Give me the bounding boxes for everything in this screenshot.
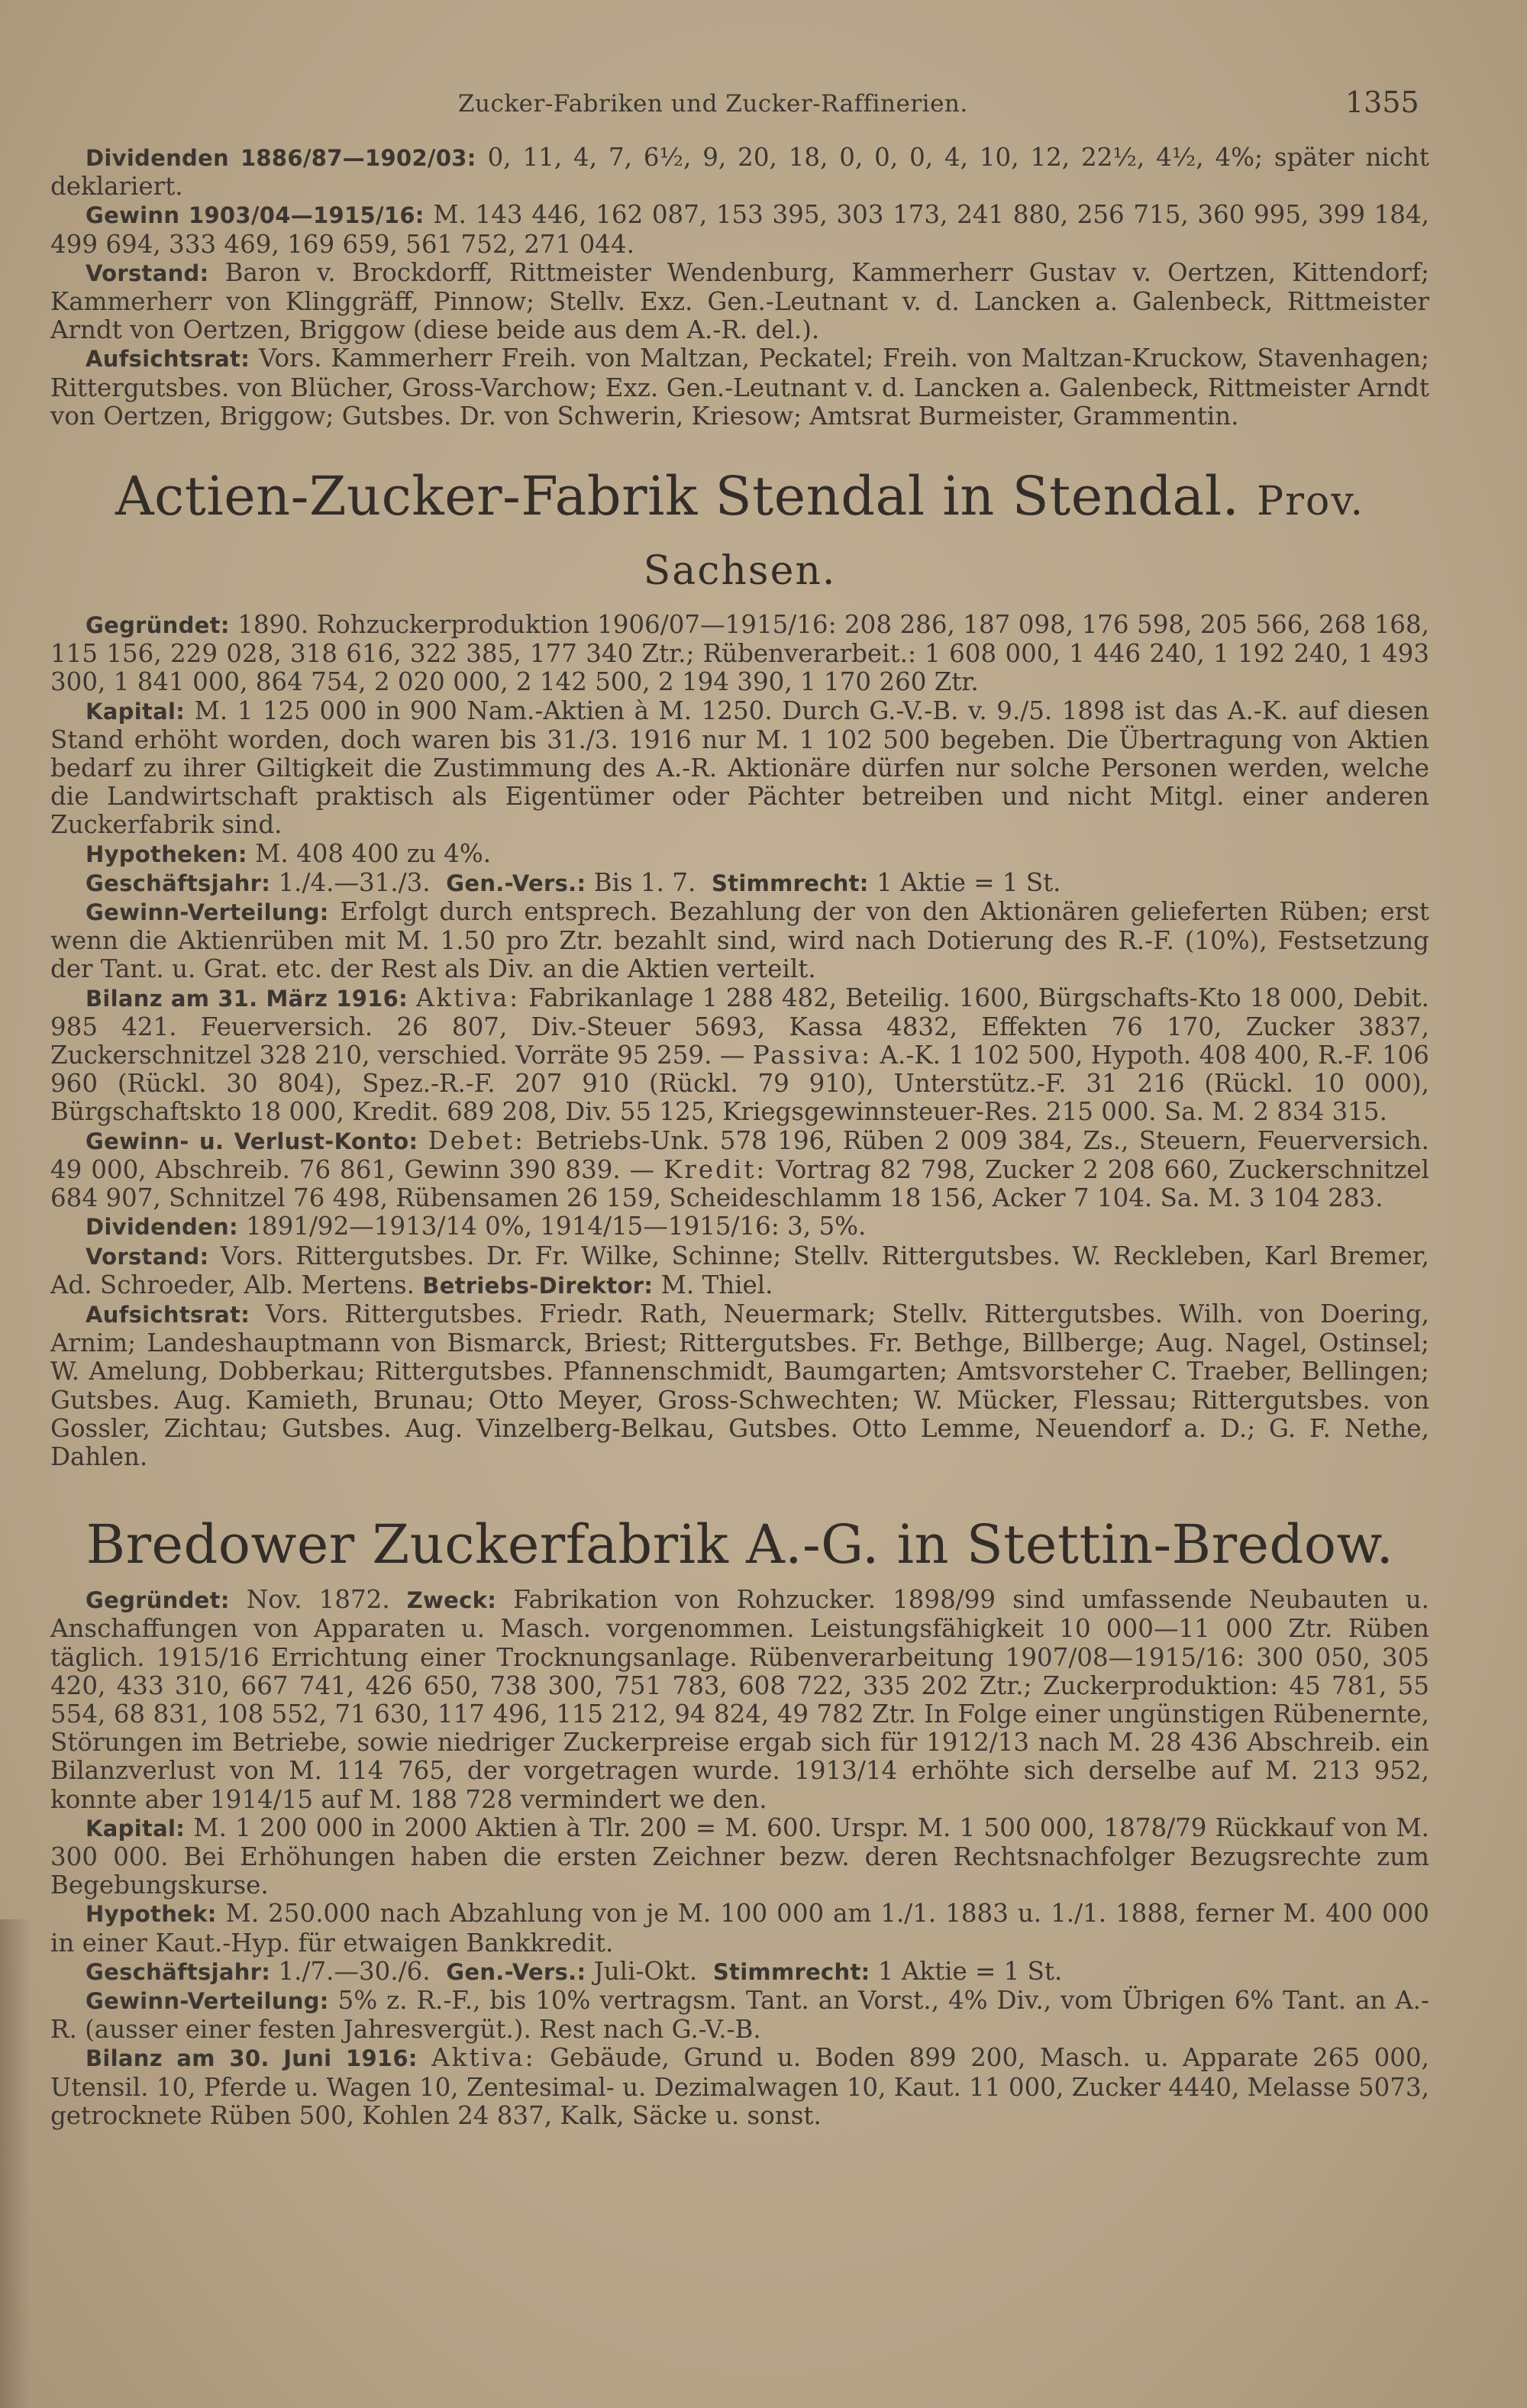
field-text: 1 Aktie = 1 St. — [877, 1956, 1063, 1986]
field-text: 1 Aktie = 1 St. — [876, 867, 1061, 897]
field-text: 1891/92—1913/14 0%, 1914/15—1915/16: 3, 5%. — [246, 1212, 867, 1241]
field-text: Erfolgt durch entsprech. Bezahlung der von den Aktionären gelieferten Rüben; erst wenn die Aktienrüben mit M. 1.50 pro Ztr. bezahlt sind, wird nach Dotierung des R.-F. (10%), Festsetzung der Tant. u. Grat. etc. der Rest als Div. an die Aktien verteilt. — [50, 897, 1429, 984]
entry-paragraph — [50, 898, 1429, 984]
field-text: Vors. Rittergutsbes. Dr. Fr. Wilke, Schinne; Stellv. Rittergutsbes. W. Reckleben, Karl Bremer, Ad. Schroeder, Alb. Mertens. — [50, 1241, 1429, 1299]
entry-paragraph — [50, 840, 1429, 869]
entry-paragraph — [50, 869, 1429, 898]
field-text: Baron v. Brockdorff, Rittmeister Wendenburg, Kammerherr Gustav v. Oertzen, Kittendorf; Kammerherr von Klinggräff, Pinnow; Stellv. Exz. Gen.-Leutnant v. d. Lancken a. Galenbeck, Rittmeister Arndt von Oertzen, Briggow (diese beide aus dem A.-R. del.). — [50, 257, 1429, 345]
field-sublabel: Debet: — [428, 1125, 526, 1155]
field-text: M. Thiel. — [660, 1270, 773, 1299]
running-title: Zucker-Fabriken und Zucker-Raffinerien. — [458, 90, 968, 118]
field-label: Stimmrecht: — [712, 1958, 870, 1985]
field-label: Hypotheken: — [86, 841, 247, 867]
field-label: Kapital: — [86, 698, 186, 725]
field-text: M. 1 200 000 in 2000 Aktien à Tlr. 200 = M. 600. Urspr. M. 1 500 000, 1878/79 Rückkauf von M. 300 000. Bei Erhöhungen haben die ersten Zeichner bezw. deren Rechtsnachfolger Bezugsrechte zum Begebungskurse. — [50, 1812, 1429, 1900]
field-sublabel: Kredit: — [663, 1154, 767, 1184]
entry-paragraph — [50, 1242, 1429, 1300]
field-label: Gegründet: — [86, 612, 230, 639]
entry-paragraph — [50, 344, 1429, 431]
field-sublabel: Aktiva: — [415, 983, 521, 1012]
entry-paragraph — [50, 984, 1429, 1127]
field-label: Dividenden 1886/87—1902/03: — [86, 145, 476, 171]
previous-entry-continuation — [50, 144, 1429, 431]
field-label: Gewinn-Verteilung: — [86, 1987, 329, 2014]
field-label: Stimmrecht: — [712, 870, 869, 896]
entry-paragraph — [50, 611, 1429, 697]
field-text: Fabrikation von Rohzucker. 1898/99 sind umfassende Neubauten u. Anschaffungen von Apparaten u. Masch. vorgenommen. Leistungsfähigkeit 10 000—11 000 Ztr. Rüben täglich. 1915/16 Errichtung einer Trocknungsanlage. Rübenverarbeitung 1907/08—1915/16: 300 050, 305 420, 433 310, 667 741, 426 650, 738 300, 751 783, 608 722, 335 202 Ztr.; Zuckerproduktion: 45 781, 55 554, 68 831, 108 552, 71 630, 117 496, 115 212, 94 824, 49 782 Ztr. In Folge einer ungünstigen Rübenernte, Störungen im Betriebe, sowie niedriger Zuckerpreise ergab sich für 1912/13 nach M. 28 436 Abschreib. ein Bilanzverlust von M. 114 765, der vorgetragen wurde. 1913/14 erhöhte sich derselbe auf M. 213 952, konnte aber 1914/15 auf M. 188 728 vermindert we den. — [50, 1585, 1429, 1814]
field-sublabel: Aktiva: — [431, 2043, 536, 2073]
field-text: Fabrikanlage 1 288 482, Beteilig. 1600, Bürgschafts-Kto 18 000, Debit. 985 421. Feuerversich. 26 807, Div.-Steuer 5693, Kassa 4832, Effekten 76 170, Zucker 3837, Zuckerschnitzel 328 210, verschied. Vorräte 95 259. — — [50, 983, 1429, 1070]
field-text: Vors. Rittergutsbes. Friedr. Rath, Neuermark; Stellv. Rittergutsbes. Wilh. von Doering, Arnim; Landeshauptmann von Bismarck, Briest; Rittergutsbes. Fr. Bethge, Billberge; Aug. Nagel, Ostinsel; W. Amelung, Dobberkau; Rittergutsbes. Pfannenschmidt, Baumgarten; Amtsvorsteher C. Traeber, Bellingen; Gutsbes. Aug. Kamieth, Brunau; Otto Meyer, Gross-Schwechten; W. Mücker, Flessau; Rittergutsbes. von Gossler, Zichtau; Gutsbes. Aug. Vinzelberg-Belkau, Gutsbes. Otto Lemme, Neuendorf a. D.; G. F. Nethe, Dahlen. — [50, 1299, 1429, 1471]
field-label: Gewinn- u. Verlust-Konto: — [86, 1128, 418, 1154]
entry-paragraph — [50, 697, 1429, 840]
field-text: A.-K. 1 102 500, Hypoth. 408 400, R.-F. 106 960 (Rückl. 30 804), Spez.-R.-F. 207 910 (Rückl. 79 910), Unterstütz.-F. 31 216 (Rückl. 10 000), Bürgschaftskto 18 000, Kredit. 689 208, Div. 55 125, Kriegsgewinnsteuer-Res. 215 000. Sa. M. 2 834 315. — [50, 1041, 1429, 1127]
company-entry-stendal — [50, 464, 1429, 1471]
field-text: M. 1 125 000 in 900 Nam.-Aktien à M. 1250. Durch G.-V.-B. v. 9./5. 1898 ist das A.-K. auf diesen Stand erhöht worden, doch waren bis 31./3. 1916 nur M. 1 102 500 begeben. Die Übertragung von Aktien bedarf zu ihrer Giltigkeit die Zustimmung des A.-R. Aktionäre dürfen nur solche Personen werden, welche die Landwirtschaft praktisch als Eigentümer oder Pächter betreiben und nicht Mitgl. einer anderen Zuckerfabrik sind. — [50, 696, 1429, 840]
entry-paragraph — [50, 1586, 1429, 1814]
page-content — [50, 144, 1429, 2130]
field-text: 0, 11, 4, 7, 6½, 9, 20, 18, 0, 0, 0, 4, 10, 12, 22½, 4½, 4%; später nicht deklariert. — [50, 143, 1429, 202]
field-text: M. 143 446, 162 087, 153 395, 303 173, 241 880, 256 715, 360 995, 399 184, 499 694, 333 469, 169 659, 561 752, 271 044. — [50, 200, 1429, 259]
field-text: Nov. 1872. — [246, 1585, 390, 1615]
field-text: 1890. Rohzuckerproduktion 1906/07—1915/16: 208 286, 187 098, 176 598, 205 566, 268 168, 115 156, 229 028, 318 616, 322 385, 177 340 Ztr.; Rübenverarbeit.: 1 608 000, 1 446 240, 1 192 240, 1 493 300, 1 841 000, 864 754, 2 020 000, 2 142 500, 2 194 390, 1 170 260 Ztr. — [50, 610, 1429, 697]
field-label: Aufsichtsrat: — [86, 346, 250, 373]
field-text: M. 408 400 zu 4%. — [255, 838, 492, 868]
entry-paragraph — [50, 1127, 1429, 1213]
field-text: 5% z. R.-F., bis 10% vertragsm. Tant. an Vorst., 4% Div., vom Übrigen 6% Tant. an A.-R. (ausser einer festen Jahresvergüt.). Rest nach G.-V.-B. — [50, 1985, 1429, 2045]
field-text: M. 250.000 nach Abzahlung von je M. 100 000 am 1./1. 1883 u. 1./1. 1888, ferner M. 400 000 in einer Kaut.-Hyp. für etwaigen Bankkredit. — [50, 1899, 1429, 1958]
company-heading — [50, 464, 1429, 603]
entry-paragraph — [50, 144, 1429, 201]
entry-paragraph — [50, 1900, 1429, 1957]
field-label: Kapital: — [86, 1815, 186, 1842]
field-label: Gewinn-Verteilung: — [86, 899, 329, 926]
entry-paragraph — [50, 259, 1429, 345]
company-entry-bredow — [50, 1512, 1429, 2130]
field-label: Geschäftsjahr: — [86, 870, 271, 896]
field-label: Aufsichtsrat: — [86, 1301, 250, 1328]
field-text: Gebäude, Grund u. Boden 899 200, Masch. u. Apparate 265 000, Utensil. 10, Pferde u. Wagen 10, Zentesimal- u. Dezimalwagen 10, Kaut. 11 000, Zucker 4440, Melasse 5073, getrocknete Rüben 500, Kohlen 24 837, Kalk, Säcke u. sonst. — [50, 2043, 1429, 2130]
page-number: 1355 — [1345, 86, 1419, 119]
field-label: Gen.-Vers.: — [446, 1958, 586, 1985]
entry-paragraph — [50, 1212, 1429, 1241]
page-edge-stain — [0, 1919, 31, 2408]
field-label: Gen.-Vers.: — [446, 870, 586, 896]
field-text: 1./7.—30./6. — [278, 1956, 431, 1986]
field-text: Vortrag 82 798, Zucker 2 208 660, Zuckerschnitzel 684 907, Schnitzel 76 498, Rübensamen 26 159, Scheideschlamm 18 156, Acker 7 104. Sa. M. 3 104 283. — [50, 1154, 1429, 1213]
field-text: Vors. Kammerherr Freih. von Maltzan, Peckatel; Freih. von Maltzan-Kruckow, Stavenhagen; Rittergutsbes. von Blücher, Gross-Varchow; Exz. Gen.-Leutnant v. d. Lancken a. Galenbeck, Rittmeister Arndt von Oertzen, Briggow; Gutsbes. Dr. von Schwerin, Kriesow; Amtsrat Burmeister, Grammentin. — [50, 344, 1429, 431]
field-label: Hypothek: — [86, 1901, 217, 1928]
company-name: Actien-Zucker-Fabrik Stendal in Stendal. — [115, 465, 1240, 528]
field-label: Zweck: — [406, 1587, 497, 1614]
entry-paragraph — [50, 1300, 1429, 1471]
field-label: Bilanz am 30. Juni 1916: — [86, 2045, 418, 2072]
company-heading: Bredower Zuckerfabrik A.-G. in Stettin-Bredow. — [86, 1513, 1394, 1577]
entry-paragraph — [50, 1987, 1429, 2044]
company-region: Prov. Sachsen. — [643, 479, 1365, 595]
field-label: Gegründet: — [86, 1587, 230, 1614]
field-label: Betriebs-Direktor: — [422, 1272, 654, 1299]
running-header — [0, 86, 1527, 121]
field-text: Betriebs-Unk. 578 196, Rüben 2 009 384, Zs., Steuern, Feuerversich. 49 000, Abschreib. 76 861, Gewinn 390 839. — — [50, 1125, 1429, 1184]
entry-paragraph — [50, 1958, 1429, 1987]
field-text: Bis 1. 7. — [593, 867, 696, 897]
field-text: 1./4.—31./3. — [278, 867, 431, 897]
field-label: Gewinn 1903/04—1915/16: — [86, 202, 425, 229]
field-label: Vorstand: — [86, 1243, 209, 1270]
entry-paragraph — [50, 2044, 1429, 2130]
field-label: Dividenden: — [86, 1214, 238, 1241]
field-sublabel: Passiva: — [752, 1041, 873, 1070]
field-label: Bilanz am 31. März 1916: — [86, 985, 408, 1012]
field-label: Geschäftsjahr: — [86, 1958, 271, 1985]
field-text: Juli-Okt. — [593, 1956, 698, 1986]
field-label: Vorstand: — [86, 260, 209, 286]
entry-paragraph — [50, 1814, 1429, 1900]
entry-paragraph — [50, 201, 1429, 258]
